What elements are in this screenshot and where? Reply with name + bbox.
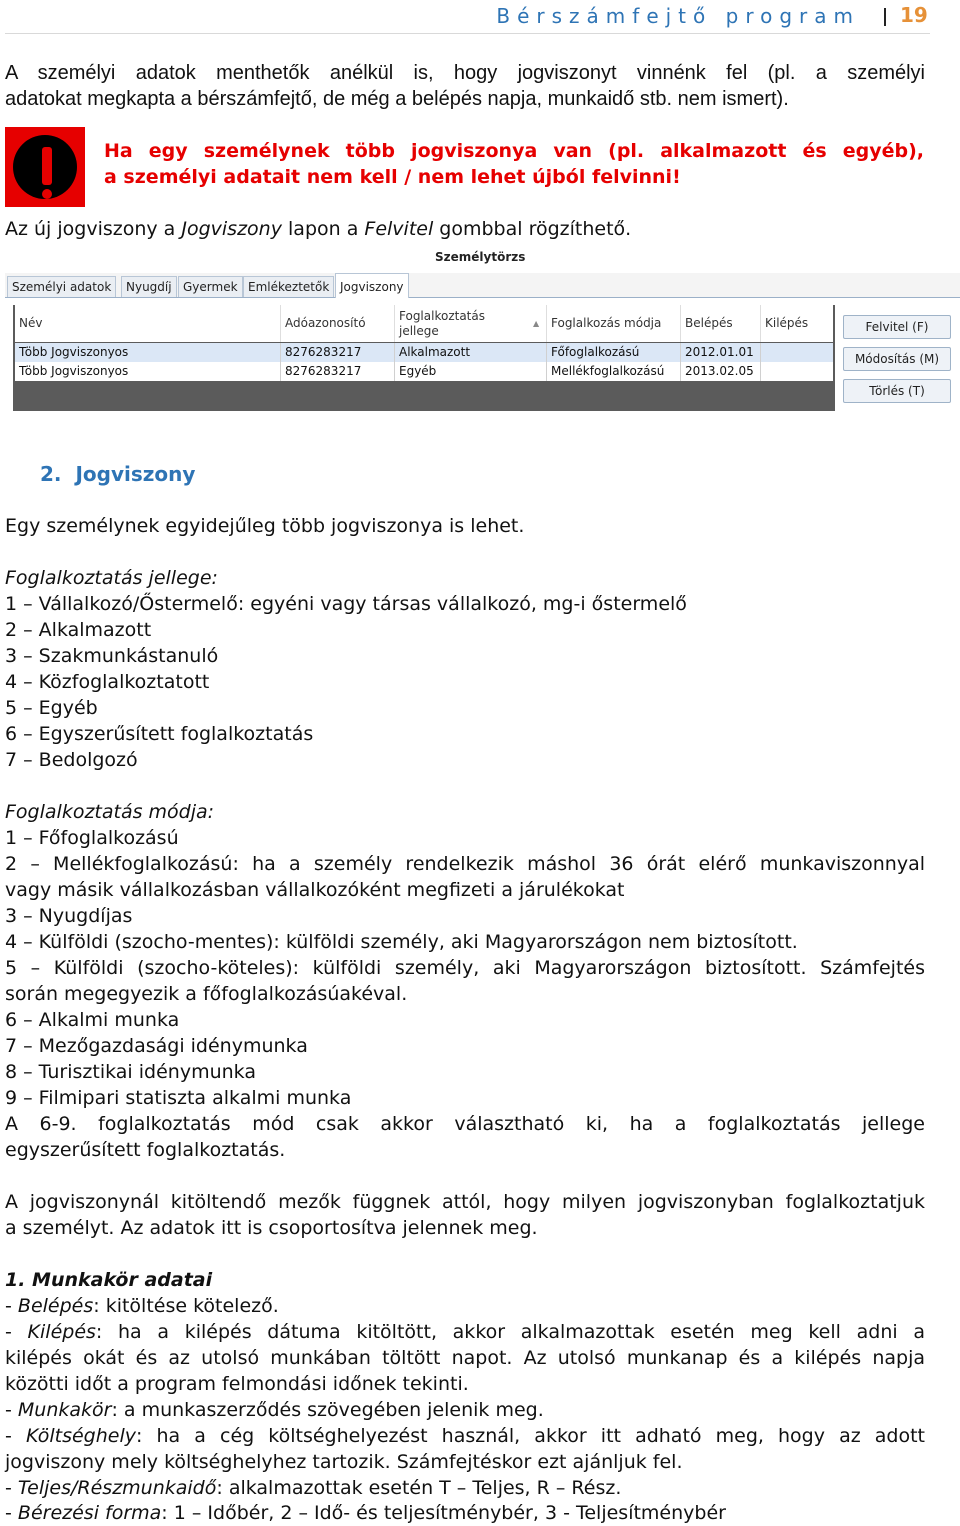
- list-item: 8 – Turisztikai idénymunka: [5, 1061, 256, 1083]
- column-header-belepes[interactable]: Belépés: [681, 305, 761, 342]
- cell-kilepes: [761, 362, 833, 381]
- list-item: 9 – Filmipari statiszta alkalmi munka: [5, 1087, 352, 1109]
- warning-icon: [5, 127, 85, 207]
- list-item: 4 – Közfoglalkoztatott: [5, 671, 210, 693]
- list-item: 5 – Külföldi (szocho-köteles): külföldi személy, aki Magyarországon biztosított. Számfejtés: [5, 957, 925, 979]
- tab-bar: [5, 273, 960, 298]
- modositas-button[interactable]: Módosítás (M): [843, 347, 951, 371]
- relationship-grid: [13, 305, 835, 411]
- cell-nev: Több Jogviszonyos: [15, 343, 281, 362]
- cell-modja: Főfoglalkozású: [547, 343, 681, 362]
- belepes-item: - Belépés: kitöltése kötelező.: [5, 1295, 279, 1317]
- torles-button[interactable]: Törlés (T): [843, 379, 951, 403]
- cell-kilepes: [761, 343, 833, 362]
- kilepes-item-cont: közötti időt a program felmondási időnek tekinti.: [5, 1373, 469, 1395]
- warning-line-1: Ha egy személynek több jogviszonya van (pl. alkalmazott és egyéb),: [104, 140, 924, 162]
- felvitel-button[interactable]: Felvitel (F): [843, 315, 951, 339]
- note-line-2: egyszerűsített foglalkoztatás.: [5, 1139, 286, 1161]
- intro-line-1: A személyi adatok menthetők anélkül is, hogy jogviszonyt vinnénk fel (pl. a személyi: [5, 62, 925, 84]
- list-item: 4 – Külföldi (szocho-mentes): külföldi személy, aki Magyarországon nem biztosított.: [5, 931, 798, 953]
- cell-belepes: 2012.01.01: [681, 343, 761, 362]
- paragraph-line-1: A jogviszonynál kitöltendő mezők függnek attól, hogy milyen jogviszonyban foglalkoztatjuk: [5, 1191, 925, 1213]
- page-number: 19: [900, 3, 928, 27]
- munkakor-heading: 1. Munkakör adatai: [5, 1269, 213, 1291]
- warning-line-2: a személyi adatait nem kell / nem lehet újból felvinni!: [104, 166, 681, 188]
- cell-modja: Mellékfoglalkozású: [547, 362, 681, 381]
- list-item-cont: során megegyezik a főfoglalkozásúakéval.: [5, 983, 408, 1005]
- document-header-title: Bérszámfejtő program: [496, 4, 860, 28]
- list-item: 7 – Bedolgozó: [5, 749, 138, 771]
- koltseghely-item: - Költséghely: ha a cég költséghelyezést használ, akkor itt adható meg, hogy az adott: [5, 1425, 925, 1447]
- list-item: 3 – Szakmunkástanuló: [5, 645, 219, 667]
- list-item-cont: vagy másik vállalkozásban vállalkozóként megfizeti a járulékokat: [5, 879, 625, 901]
- berezesi-forma-item: - Bérezési forma: 1 – Időbér, 2 – Idő- és teljesítménybér, 3 - Teljesítménybér: [5, 1502, 726, 1524]
- list-item: 7 – Mezőgazdasági idénymunka: [5, 1035, 308, 1057]
- list-item: 2 – Alkalmazott: [5, 619, 152, 641]
- jelleg-title: Foglalkoztatás jellege:: [5, 567, 218, 589]
- column-header-nev[interactable]: Név: [15, 305, 281, 342]
- list-item: 2 – Mellékfoglalkozású: ha a személy rendelkezik máshol 36 órát elérő munkaviszonnyal: [5, 853, 925, 875]
- cell-jellege: Egyéb: [395, 362, 547, 381]
- header-rule: [5, 33, 930, 34]
- app-screenshot: [5, 243, 960, 411]
- list-item: 3 – Nyugdíjas: [5, 905, 133, 927]
- list-item: 1 – Főfoglalkozású: [5, 827, 179, 849]
- header-separator: [884, 8, 886, 26]
- tab-jogviszony[interactable]: Jogviszony: [335, 273, 409, 298]
- cell-belepes: 2013.02.05: [681, 362, 761, 381]
- note-line-1: A 6-9. foglalkoztatás mód csak akkor választható ki, ha a foglalkoztatás jellege: [5, 1113, 925, 1135]
- list-item: 5 – Egyéb: [5, 697, 98, 719]
- tab-gyermek[interactable]: Gyermek: [178, 276, 243, 297]
- lead-text: Egy személynek egyidejűleg több jogviszonya is lehet.: [5, 515, 525, 537]
- column-header-jellege[interactable]: Foglalkoztatás jellege: [395, 305, 547, 342]
- list-item: 1 – Vállalkozó/Őstermelő: egyéni vagy társas vállalkozó, mg-i őstermelő: [5, 593, 687, 615]
- table-row[interactable]: [15, 343, 833, 362]
- paragraph-line-2: a személyt. Az adatok itt is csoportosítva jelennek meg.: [5, 1217, 538, 1239]
- new-relationship-text: Az új jogviszony a Jogviszony lapon a Felvitel gombbal rögzíthető.: [5, 218, 632, 240]
- tab-emlekeztetok[interactable]: Emlékeztetők: [243, 276, 334, 297]
- cell-jellege: Alkalmazott: [395, 343, 547, 362]
- grid-header: [15, 305, 833, 342]
- mod-title: Foglalkoztatás módja:: [5, 801, 215, 823]
- column-header-modja[interactable]: Foglalkozás módja: [547, 305, 681, 342]
- list-item: 6 – Alkalmi munka: [5, 1009, 180, 1031]
- munkakor-item: - Munkakör: a munkaszerződés szövegében jelenik meg.: [5, 1399, 544, 1421]
- kilepes-item: - Kilépés: ha a kilépés dátuma kitöltött, akkor alkalmazottak esetén meg kell adni a: [5, 1321, 925, 1343]
- koltseghely-item-cont: jogviszony mely költséghelyhez tartozik. Számfejtéskor ezt ajánljuk fel.: [5, 1451, 683, 1473]
- column-header-kilepes[interactable]: Kilépés: [765, 316, 809, 330]
- list-item: 6 – Egyszerűsített foglalkoztatás: [5, 723, 314, 745]
- table-row[interactable]: [15, 362, 833, 381]
- window-title: Személytörzs: [435, 250, 526, 264]
- tab-nyugdij[interactable]: Nyugdíj: [121, 276, 177, 297]
- column-header-adoazonosito[interactable]: Adóazonosító: [281, 305, 395, 342]
- sort-up-icon: ▲: [533, 319, 540, 328]
- kilepes-item-cont: kilépés okát és az utolsó munkában töltött napot. Az utolsó munkanap és a kilépés napja: [5, 1347, 925, 1369]
- cell-nev: Több Jogviszonyos: [15, 362, 281, 381]
- intro-line-2: adatokat megkapta a bérszámfejtő, de még a belépés napja, munkaidő stb. nem ismert).: [5, 88, 789, 110]
- cell-adoazonosito: 8276283217: [281, 362, 395, 381]
- cell-adoazonosito: 8276283217: [281, 343, 395, 362]
- section-heading: 2. Jogviszony: [40, 462, 196, 486]
- tab-szemelyi-adatok[interactable]: Személyi adatok: [7, 276, 116, 297]
- munkaido-item: - Teljes/Részmunkaidő: alkalmazottak esetén T – Teljes, R – Rész.: [5, 1477, 622, 1499]
